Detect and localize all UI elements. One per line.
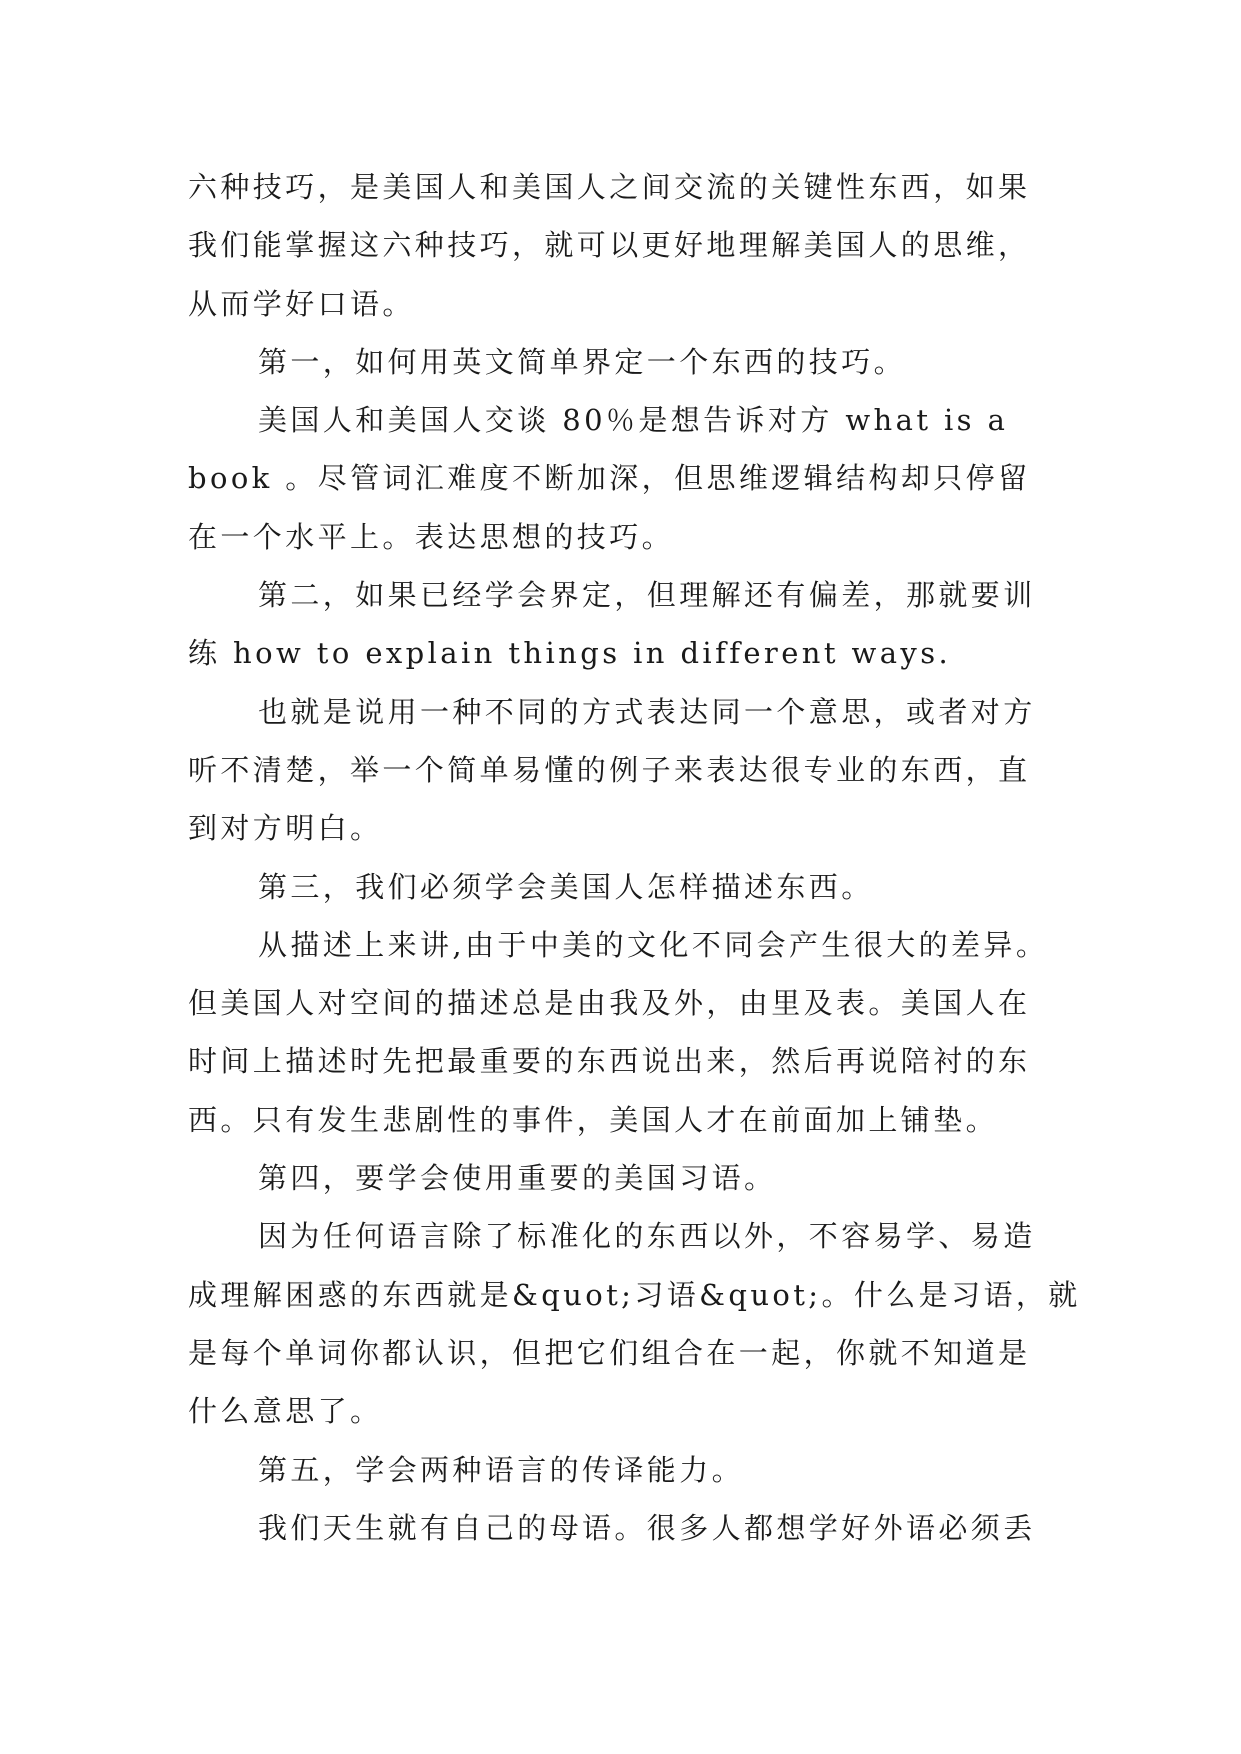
text-line: 西。只有发生悲剧性的事件，美国人才在前面加上铺垫。 [188,1102,999,1137]
text-line: 在一个水平上。表达思想的技巧。 [188,519,675,554]
section-heading: 第四，要学会使用重要的美国习语。 [258,1161,777,1196]
text-line: 美国人和美国人交谈 80％是想告诉对方 what is a [258,403,1009,438]
text-line: 从而学好口语。 [188,286,415,321]
text-line: 我们能掌握这六种技巧，就可以更好地理解美国人的思维， [188,228,1031,263]
text-line: 也就是说用一种不同的方式表达同一个意思，或者对方 [258,694,1036,729]
text-line: 练 how to explain things in different ways. [188,636,952,671]
section-heading: 第三，我们必须学会美国人怎样描述东西。 [258,869,874,904]
section-heading: 第二，如果已经学会界定，但理解还有偏差，那就要训 [258,578,1036,613]
text-line: 到对方明白。 [188,811,383,846]
text-line: 是每个单词你都认识，但把它们组合在一起，你就不知道是 [188,1335,1031,1370]
text-line: 因为任何语言除了标准化的东西以外，不容易学、易造 [258,1219,1036,1254]
section-heading: 第五，学会两种语言的传译能力。 [258,1452,745,1487]
text-line: 什么意思了。 [188,1394,383,1429]
document-body [188,158,1081,1557]
text-line: 时间上描述时先把最重要的东西说出来，然后再说陪衬的东 [188,1044,1031,1079]
text-line: book 。尽管词汇难度不断加深，但思维逻辑结构却只停留 [188,461,1031,496]
text-line: 成理解困惑的东西就是&quot;习语&quot;。什么是习语，就 [188,1277,1081,1312]
text-line: 从描述上来讲,由于中美的文化不同会产生很大的差异。 [258,927,1049,962]
text-line: 听不清楚，举一个简单易懂的例子来表达很专业的东西，直 [188,752,1031,787]
text-line: 但美国人对空间的描述总是由我及外，由里及表。美国人在 [188,986,1031,1021]
section-heading: 第一，如何用英文简单界定一个东西的技巧。 [258,344,907,379]
text-line: 我们天生就有自己的母语。很多人都想学好外语必须丢 [258,1510,1036,1545]
text-line: 六种技巧，是美国人和美国人之间交流的关键性东西，如果 [188,170,1031,204]
